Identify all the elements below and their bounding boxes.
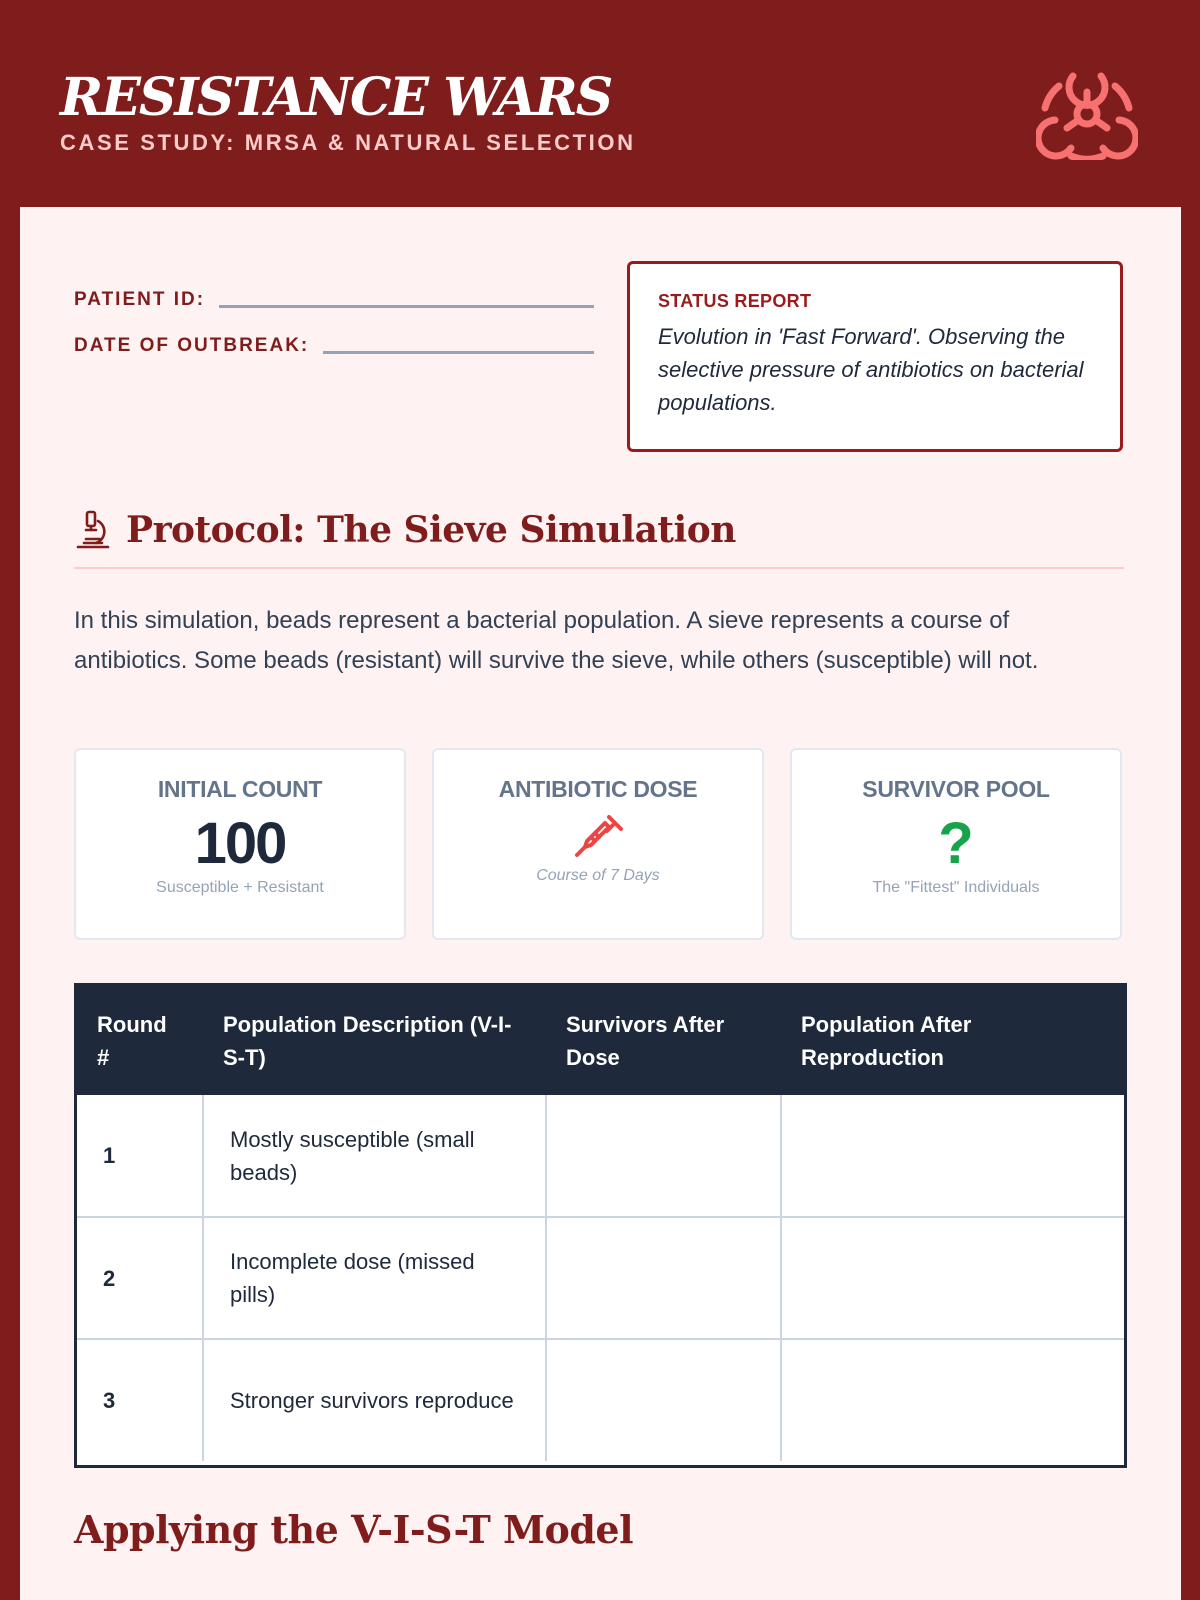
outbreak-date-row [74, 311, 594, 357]
survivor-pool-label: SURVIVOR POOL [862, 776, 1050, 802]
round-cell: 2 [77, 1217, 203, 1339]
table-row [77, 1217, 1124, 1339]
after-reproduction-cell[interactable] [781, 1217, 1124, 1339]
round-cell: 3 [77, 1339, 203, 1461]
page-title: RESISTANCE WARS [60, 67, 612, 128]
survivor-pool-note: The "Fittest" Individuals [872, 879, 1040, 896]
antibiotic-dose-label: ANTIBIOTIC DOSE [498, 776, 698, 802]
column-header: Round # [77, 986, 203, 1095]
page-subtitle: CASE STUDY: MRSA & NATURAL SELECTION [60, 130, 636, 155]
table-row [77, 1095, 1124, 1217]
vist-section-title: Applying the V-I-S-T Model [74, 1507, 634, 1552]
survivor-pool-card [790, 748, 1122, 940]
initial-count-value: 100 [194, 811, 286, 876]
patient-info [74, 265, 594, 357]
survivor-pool-value: ? [938, 811, 974, 876]
table-row [77, 1339, 1124, 1461]
antibiotic-dose-note: Course of 7 Days [536, 867, 660, 884]
column-header: Population After Reproduction [781, 986, 1124, 1095]
after-reproduction-cell[interactable] [781, 1339, 1124, 1461]
survivors-cell[interactable] [546, 1217, 781, 1339]
status-report-text: Evolution in 'Fast Forward'. Observing the selective pressure of antibiotics on bacterial populations. [658, 324, 1084, 415]
worksheet [20, 207, 1181, 1600]
survivors-cell[interactable] [546, 1339, 781, 1461]
round-cell: 1 [77, 1095, 203, 1217]
table-header-row [77, 986, 1124, 1095]
header [0, 0, 1200, 207]
patient-id-row [74, 265, 594, 311]
protocol-heading [74, 509, 1124, 569]
status-report [627, 261, 1123, 452]
antibiotic-dose-card [432, 748, 764, 940]
initial-count-card [74, 748, 406, 940]
biohazard-icon [1036, 68, 1138, 160]
protocol-title: Protocol: The Sieve Simulation [126, 509, 736, 551]
column-header: Survivors After Dose [546, 986, 781, 1095]
description-cell: Mostly susceptible (small beads) [203, 1095, 546, 1217]
protocol-intro: In this simulation, beads represent a bacterial population. A sieve represents a course of antibiotics. Some beads (resistant) will survive the sieve, while others (susceptible) will not. [74, 607, 1039, 674]
microscope-icon [74, 509, 112, 551]
patient-id-label: PATIENT ID: [74, 289, 206, 310]
initial-count-note: Susceptible + Resistant [156, 879, 324, 896]
syringe-icon [571, 813, 625, 863]
patient-id-field[interactable] [219, 305, 594, 308]
description-cell: Incomplete dose (missed pills) [203, 1217, 546, 1339]
simulation-table [74, 983, 1127, 1468]
outbreak-date-field[interactable] [323, 351, 594, 354]
after-reproduction-cell[interactable] [781, 1095, 1124, 1217]
description-cell: Stronger survivors reproduce [203, 1339, 546, 1461]
initial-count-label: INITIAL COUNT [157, 776, 323, 802]
outbreak-date-label: DATE OF OUTBREAK: [74, 335, 310, 356]
status-report-title: STATUS REPORT [658, 291, 812, 311]
simulation-cards [74, 748, 1124, 940]
column-header: Population Description (V-I-S-T) [203, 986, 546, 1095]
survivors-cell[interactable] [546, 1095, 781, 1217]
